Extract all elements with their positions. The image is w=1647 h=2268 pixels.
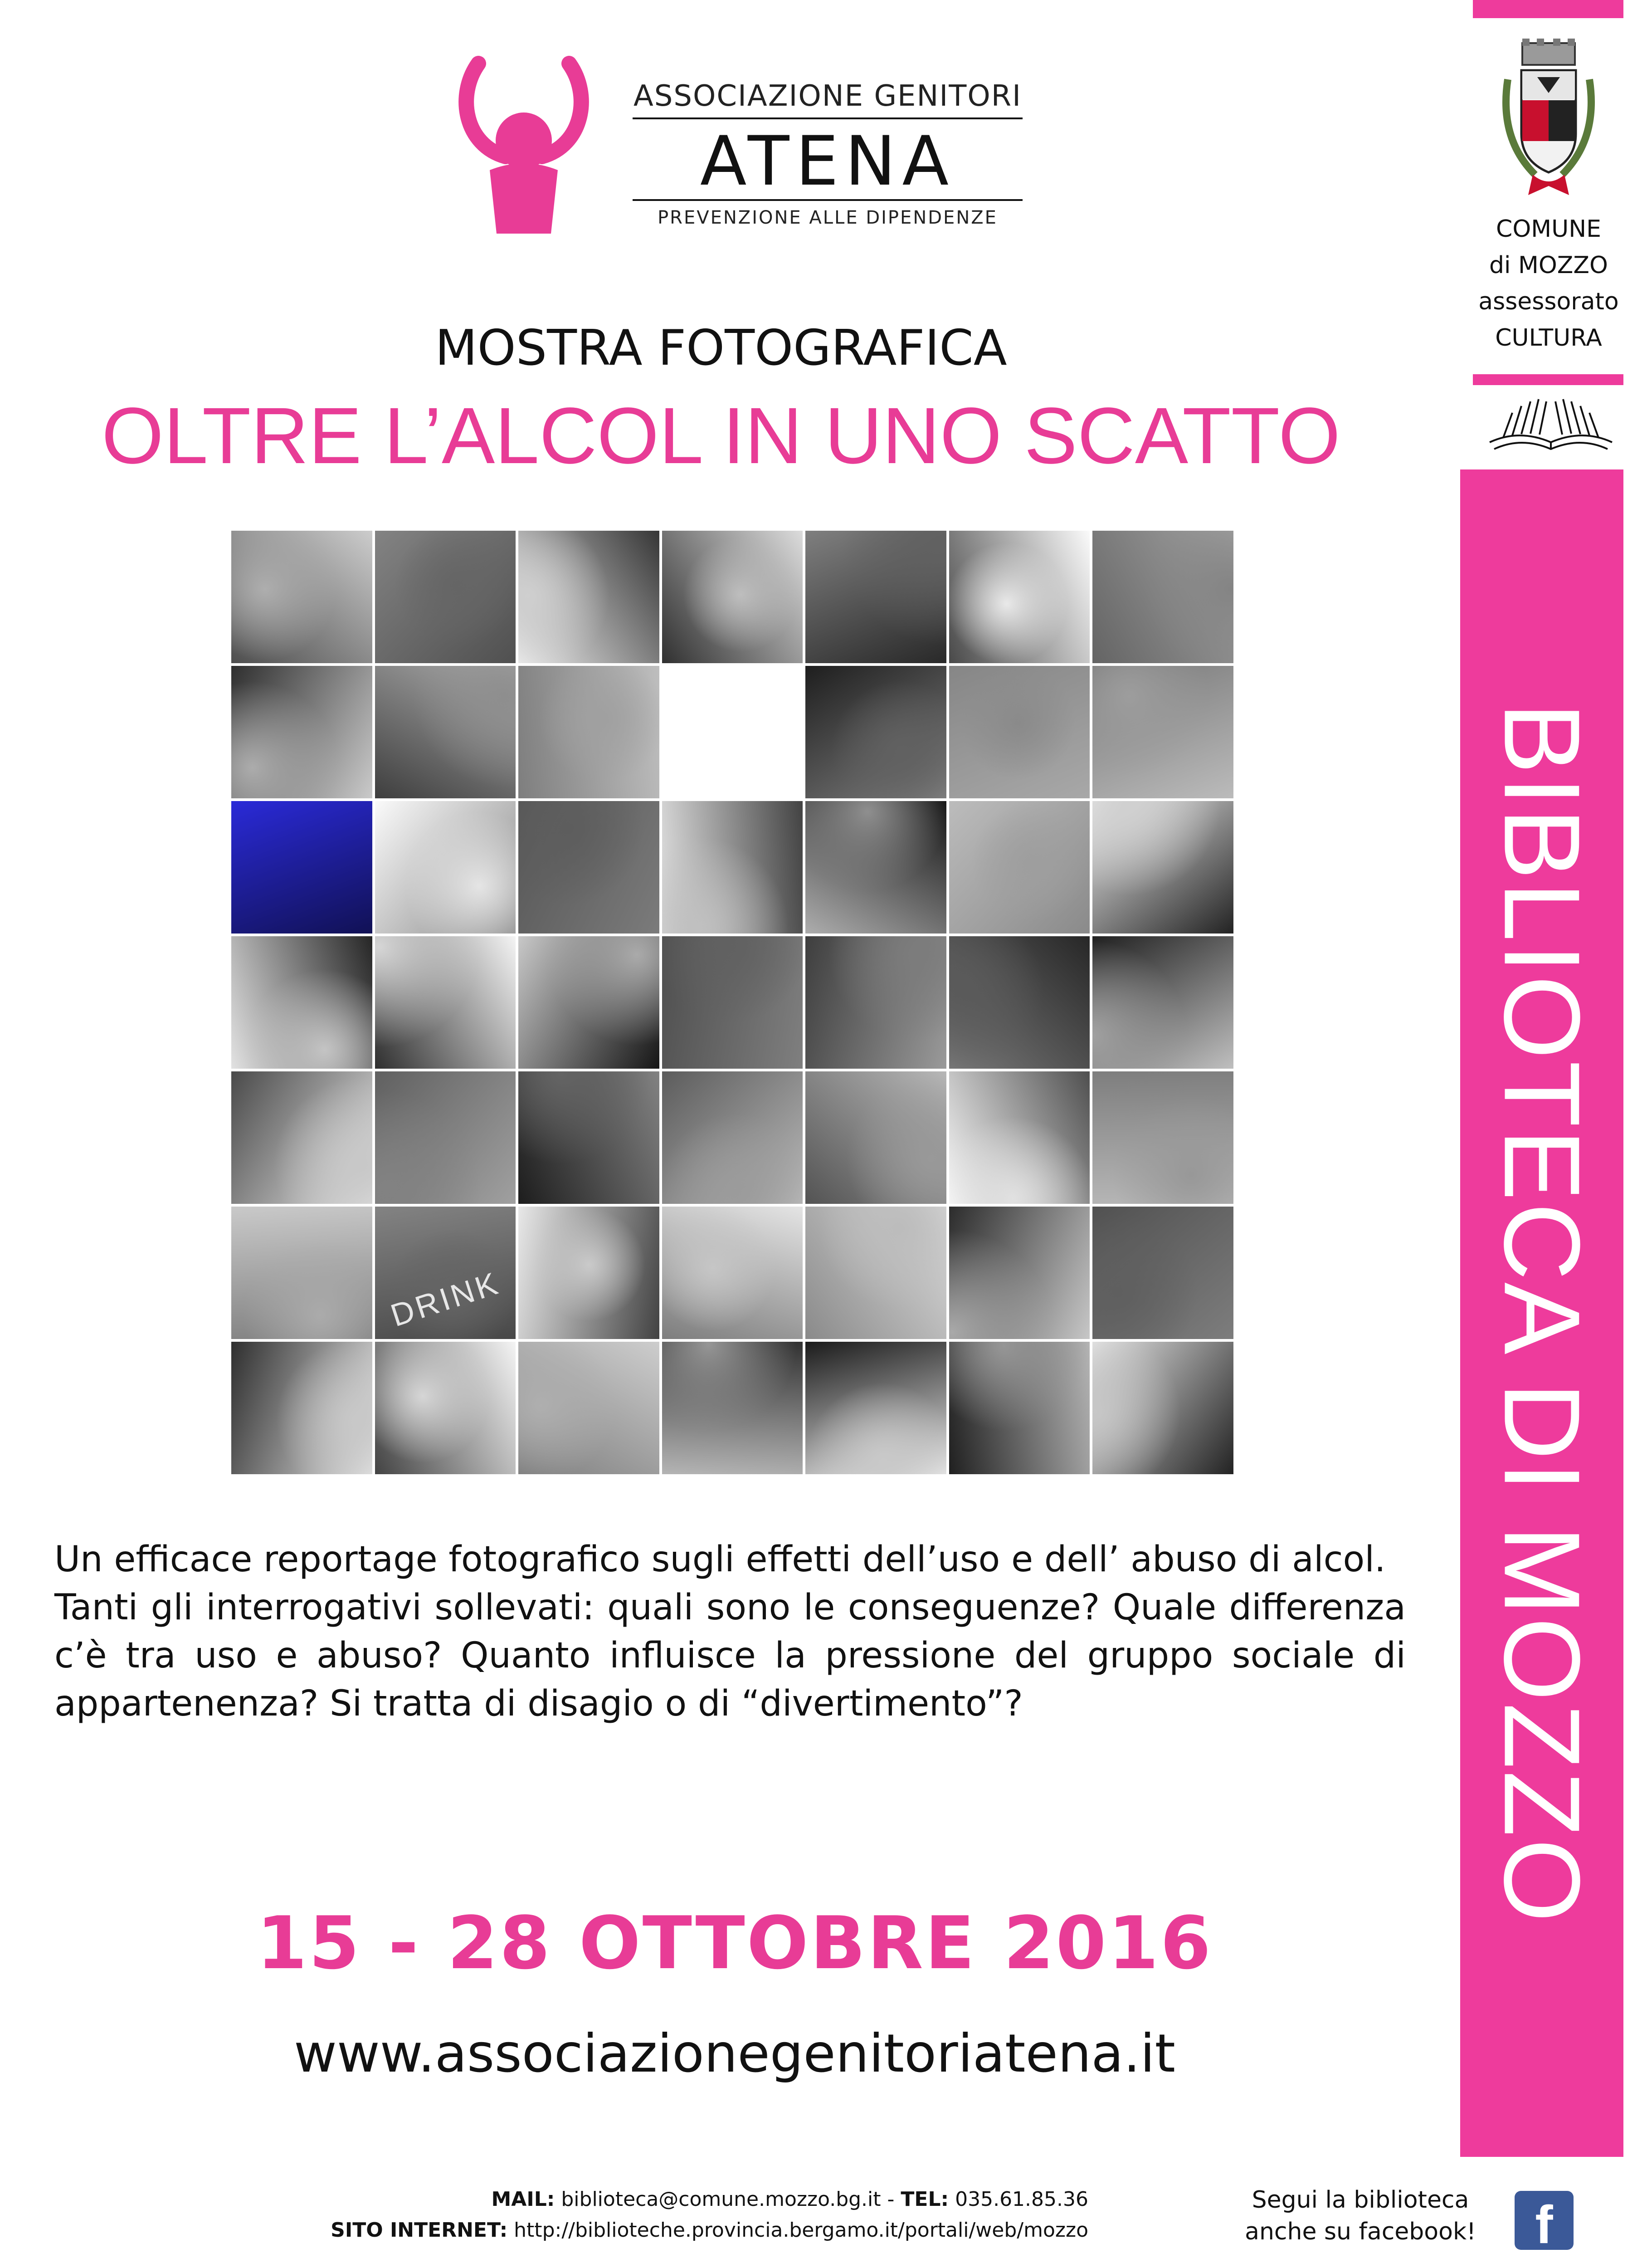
logo-name: ATENA bbox=[633, 117, 1023, 201]
description-paragraph-2: Tanti gli interrogativi sollevati: quali sono le conseguenze? Quale differenza c’è tra uso e abuso? Quanto influisce la pressione del gruppo sociale di appartenenza? Si tratta di disagio o di “divertimento”? bbox=[54, 1587, 1406, 1724]
photo-tile bbox=[231, 666, 372, 798]
description-paragraph-1: Un efficace reportage fotografico sugli effetti dell’uso e dell’ abuso di alcol. bbox=[54, 1539, 1386, 1580]
photo-tile bbox=[518, 936, 659, 1069]
coat-of-arms-icon bbox=[1494, 39, 1603, 206]
logo-tagline: PREVENZIONE ALLE DIPENDENZE bbox=[658, 207, 998, 228]
open-book-icon bbox=[1485, 386, 1617, 458]
photo-tile bbox=[1092, 1342, 1233, 1474]
photo-tile bbox=[662, 531, 803, 663]
photo-tile bbox=[518, 666, 659, 798]
photo-tile bbox=[518, 1071, 659, 1204]
photo-tile bbox=[949, 666, 1090, 798]
photo-tile bbox=[518, 801, 659, 934]
photo-tile bbox=[662, 801, 803, 934]
sidebar-label: BIBLIOTECA DI MOZZO bbox=[1481, 702, 1602, 1925]
photo-tile bbox=[949, 936, 1090, 1069]
photo-tile bbox=[231, 1071, 372, 1204]
website-link[interactable]: www.associazionegenitoriatena.it bbox=[293, 2023, 1176, 2084]
event-title: OLTRE L’ALCOL IN UNO SCATTO bbox=[102, 391, 1340, 480]
photo-tile bbox=[662, 1342, 803, 1474]
event-dates: 15 - 28 OTTOBRE 2016 bbox=[256, 1901, 1213, 1985]
photo-tile bbox=[949, 801, 1090, 934]
photo-tile bbox=[375, 531, 516, 663]
facebook-icon[interactable]: f bbox=[1515, 2191, 1574, 2250]
comune-line-4: CULTURA bbox=[1495, 324, 1602, 352]
photo-tile bbox=[1092, 666, 1233, 798]
photo-tile bbox=[805, 1342, 946, 1474]
mail-value[interactable]: biblioteca@comune.mozzo.bg.it bbox=[561, 2188, 881, 2211]
photo-tile bbox=[1092, 531, 1233, 663]
photo-tile bbox=[231, 531, 372, 663]
comune-text bbox=[1451, 211, 1646, 356]
photo-tile bbox=[805, 801, 946, 934]
photo-tile bbox=[518, 1207, 659, 1339]
sidebar-divider bbox=[1473, 374, 1623, 385]
photo-tile bbox=[1092, 1071, 1233, 1204]
drink-label: DRINK bbox=[386, 1265, 504, 1334]
photo-tile bbox=[231, 1207, 372, 1339]
mail-label: MAIL: bbox=[491, 2188, 555, 2211]
photo-tile bbox=[805, 1071, 946, 1204]
photo-tile bbox=[949, 531, 1090, 663]
photo-tile bbox=[805, 531, 946, 663]
photo-tile bbox=[662, 666, 803, 798]
photo-tile bbox=[662, 1071, 803, 1204]
photo-collage bbox=[231, 531, 1233, 1474]
facebook-text bbox=[1220, 2184, 1501, 2248]
photo-tile bbox=[949, 1342, 1090, 1474]
atena-logo-text bbox=[633, 79, 1023, 228]
photo-tile bbox=[518, 1342, 659, 1474]
logo-org-line: ASSOCIAZIONE GENITORI bbox=[633, 79, 1022, 113]
atena-logo-icon bbox=[447, 54, 601, 236]
event-type: MOSTRA FOTOGRAFICA bbox=[435, 320, 1007, 376]
tel-value: 035.61.85.36 bbox=[955, 2188, 1088, 2211]
photo-tile bbox=[375, 1342, 516, 1474]
tel-label: TEL: bbox=[901, 2188, 949, 2211]
comune-line-2: di MOZZO bbox=[1489, 252, 1608, 279]
photo-tile bbox=[1092, 801, 1233, 934]
photo-tile bbox=[662, 1207, 803, 1339]
comune-line-3: assessorato bbox=[1478, 288, 1619, 315]
facebook-line-1: Segui la biblioteca bbox=[1252, 2186, 1469, 2214]
contact-info bbox=[136, 2184, 1088, 2246]
photo-tile bbox=[1092, 1207, 1233, 1339]
photo-tile bbox=[375, 1207, 516, 1339]
photo-tile bbox=[375, 801, 516, 934]
site-label: SITO INTERNET: bbox=[331, 2219, 508, 2242]
sidebar-top-bar bbox=[1473, 0, 1623, 18]
photo-tile bbox=[231, 936, 372, 1069]
photo-tile bbox=[231, 801, 372, 934]
contact-separator: - bbox=[881, 2188, 901, 2211]
comune-line-1: COMUNE bbox=[1496, 215, 1601, 243]
photo-tile bbox=[662, 936, 803, 1069]
photo-tile bbox=[805, 1207, 946, 1339]
description bbox=[54, 1535, 1406, 1728]
photo-tile bbox=[805, 666, 946, 798]
photo-tile bbox=[375, 666, 516, 798]
photo-tile bbox=[375, 936, 516, 1069]
photo-tile bbox=[518, 531, 659, 663]
contact-line-1 bbox=[136, 2184, 1088, 2215]
photo-tile bbox=[375, 1071, 516, 1204]
contact-line-2 bbox=[136, 2215, 1088, 2246]
site-value[interactable]: http://biblioteche.provincia.bergamo.it/portali/web/mozzo bbox=[514, 2219, 1088, 2242]
photo-tile bbox=[949, 1071, 1090, 1204]
photo-tile bbox=[949, 1207, 1090, 1339]
photo-tile bbox=[805, 936, 946, 1069]
photo-tile bbox=[231, 1342, 372, 1474]
facebook-line-2: anche su facebook! bbox=[1245, 2218, 1476, 2245]
photo-tile bbox=[1092, 936, 1233, 1069]
